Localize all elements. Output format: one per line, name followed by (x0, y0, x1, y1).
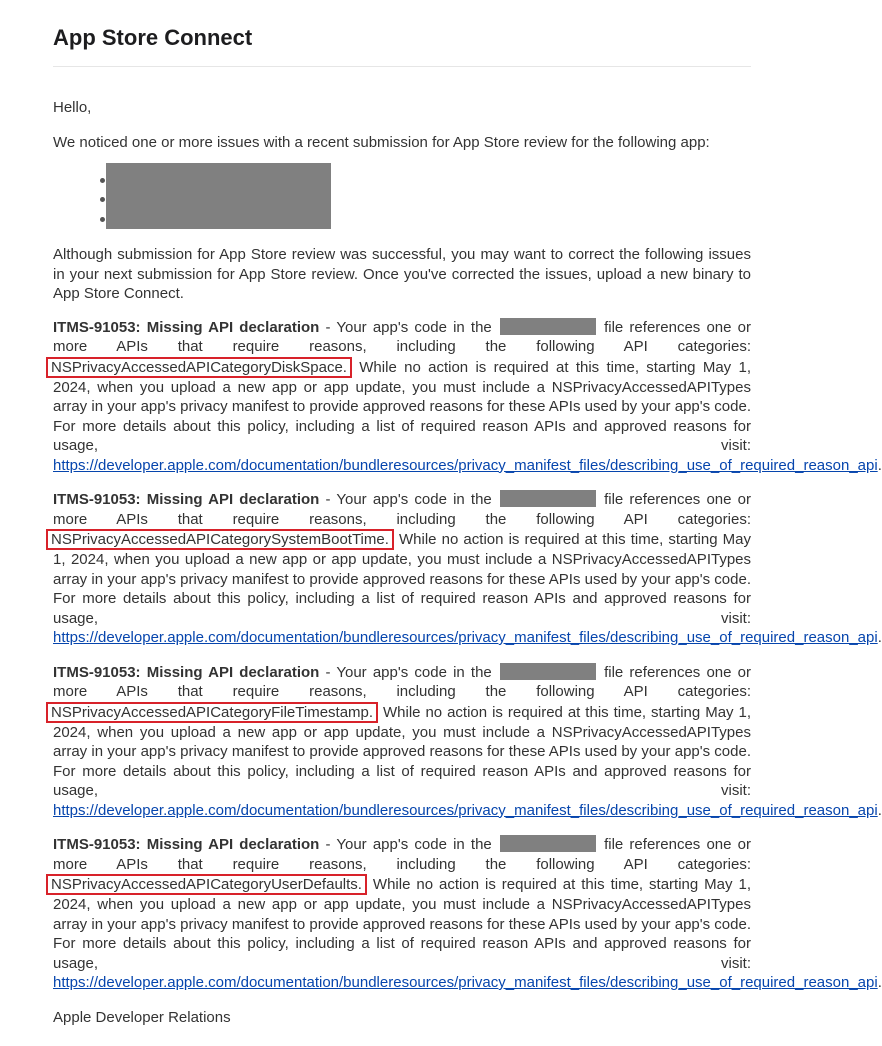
issue-paragraph (51, 835, 882, 993)
api-category-highlight: NSPrivacyAccessedAPICategoryDiskSpace. (46, 357, 352, 378)
documentation-link[interactable]: https://developer.apple.com/documentation/bundleresources/privacy_manifest_files/describing_use_of_required_reason_api (53, 974, 878, 991)
issue-text: - Your app's code in the (319, 491, 498, 508)
issues-list (51, 318, 882, 993)
list-bullet (100, 217, 105, 222)
email-header (53, 24, 751, 67)
issue-text: - Your app's code in the (319, 318, 498, 336)
issue-text: - Your app's code in the (319, 836, 498, 853)
api-category-highlight: NSPrivacyAccessedAPICategoryUserDefaults. (46, 874, 367, 895)
issue-title: ITMS-91053: Missing API declaration (53, 663, 320, 681)
greeting: Hello, (53, 99, 92, 116)
documentation-link[interactable]: https://developer.apple.com/documentation/bundleresources/privacy_manifest_files/describing_use_of_required_reason_api (53, 456, 878, 474)
email-body (51, 98, 882, 1027)
issue-text: file references one or more APIs that require reasons, including the following API categories: (53, 663, 751, 700)
issue-text: While no action is required at this time, starting May 1, 2024, when you upload a new app or app update, you must include a NSPrivacyAccessedAPITypes array in your app's privacy manifest to provide approved reasons for these APIs used by your app's code. For more details about this policy, including a list of required reason APIs and approved reasons for usage, visit: (53, 358, 751, 454)
issue-text: file references one or more APIs that require reasons, including the following API categories: (53, 836, 751, 873)
redacted-app-names (106, 163, 331, 229)
list-bullet (100, 197, 105, 202)
issue-text: . (877, 629, 882, 646)
intro-text: Although submission for App Store review was successful, you may want to correct the following issues in your next submission for App Store review. Once you've corrected the issues, upload a new binary to App Store Connect. (53, 246, 751, 302)
redacted-file-name (500, 835, 596, 852)
issue-paragraph (51, 318, 882, 476)
issue-text: . (877, 456, 882, 474)
notice-text: We noticed one or more issues with a recent submission for App Store review for the following app: (53, 133, 710, 151)
issue-text: While no action is required at this time, starting May 1, 2024, when you upload a new app or app update, you must include a NSPrivacyAccessedAPITypes array in your app's privacy manifest to provide approved reasons for these APIs used by your app's code. For more details about this policy, including a list of required reason APIs and approved reasons for usage, visit: (53, 703, 751, 799)
signature: Apple Developer Relations (53, 1008, 231, 1026)
list-bullet (100, 178, 105, 183)
issue-paragraph (51, 663, 882, 821)
redacted-file-name (500, 318, 596, 335)
issue-text: While no action is required at this time, starting May 1, 2024, when you upload a new app or app update, you must include a NSPrivacyAccessedAPITypes array in your app's privacy manifest to provide approved reasons for these APIs used by your app's code. For more details about this policy, including a list of required reason APIs and approved reasons for usage, visit: (53, 876, 751, 972)
issue-text: file references one or more APIs that require reasons, including the following API categories: (53, 491, 751, 528)
documentation-link[interactable]: https://developer.apple.com/documentation/bundleresources/privacy_manifest_files/describing_use_of_required_reason_api (53, 801, 878, 819)
issue-title: ITMS-91053: Missing API declaration (53, 836, 320, 853)
documentation-link[interactable]: https://developer.apple.com/documentation/bundleresources/privacy_manifest_files/describing_use_of_required_reason_api (53, 629, 878, 646)
issue-title: ITMS-91053: Missing API declaration (53, 491, 320, 508)
redacted-file-name (500, 663, 596, 680)
issue-title: ITMS-91053: Missing API declaration (53, 318, 320, 336)
issue-text: While no action is required at this time, starting May 1, 2024, when you upload a new app or app update, you must include a NSPrivacyAccessedAPITypes array in your app's privacy manifest to provide approved reasons for these APIs used by your app's code. For more details about this policy, including a list of required reason APIs and approved reasons for usage, visit: (53, 531, 751, 627)
issue-paragraph (51, 490, 882, 648)
issue-text: . (877, 974, 882, 991)
app-title: App Store Connect (53, 25, 253, 50)
issue-text: file references one or more APIs that require reasons, including the following API categories: (53, 318, 751, 355)
redacted-file-name (500, 490, 596, 507)
issue-text: . (877, 801, 882, 819)
app-list (53, 162, 751, 228)
api-category-highlight: NSPrivacyAccessedAPICategorySystemBootTime. (46, 529, 394, 550)
api-category-highlight: NSPrivacyAccessedAPICategoryFileTimestamp. (46, 702, 378, 723)
issue-text: - Your app's code in the (319, 663, 498, 681)
